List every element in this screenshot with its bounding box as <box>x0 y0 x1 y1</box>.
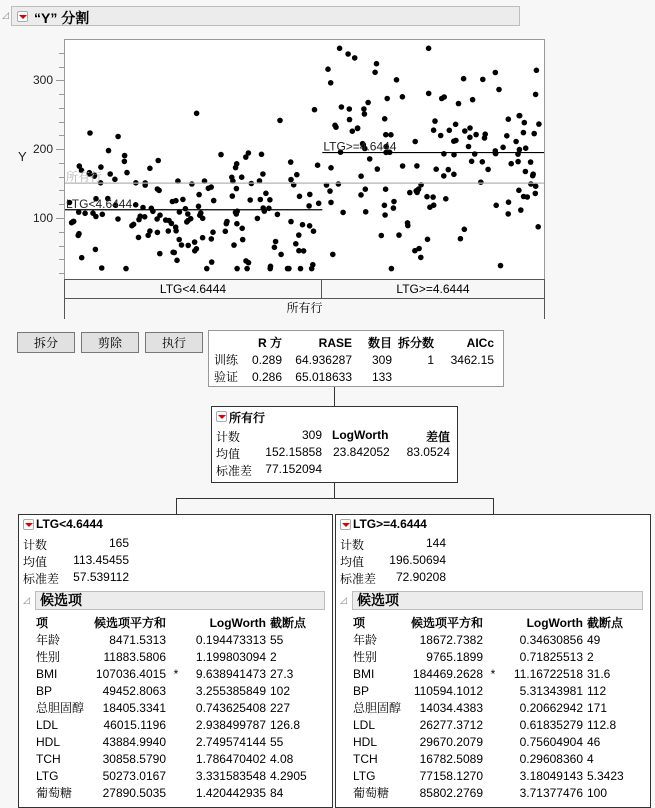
count-label: 计数 <box>216 430 241 444</box>
candidate-term: 总胆固醇 <box>36 701 85 715</box>
col-logworth: LogWorth <box>209 615 266 630</box>
table-row <box>214 368 494 385</box>
candidate-term: BP <box>353 683 370 698</box>
split-button[interactable]: 拆分 <box>17 332 75 353</box>
col-header-aicc: AICc <box>466 335 494 350</box>
x-axis-split-right[interactable] <box>321 279 545 299</box>
table-row <box>353 631 637 648</box>
mean-label: 均值 <box>216 447 241 461</box>
logworth-value: 23.842052 <box>333 445 390 459</box>
candidate-cutpoint: 84 <box>270 785 284 800</box>
node-title: 所有行 <box>229 411 266 425</box>
candidate-ss: 77158.1270 <box>419 768 483 783</box>
tree-node-ltg-lt <box>18 514 333 808</box>
col-star <box>483 614 503 631</box>
prune-button[interactable]: 剪除 <box>81 332 139 353</box>
count-label: 计数 <box>23 538 48 552</box>
go-button[interactable]: 执行 <box>145 332 203 353</box>
mean-value: 152.15858 <box>265 445 322 459</box>
candidate-term: BMI <box>36 666 58 681</box>
node-title <box>353 517 427 531</box>
sd-label: 标准差 <box>340 572 377 586</box>
table-row <box>353 767 637 784</box>
tree-connector <box>493 498 494 514</box>
candidate-ss: 29670.2079 <box>419 734 483 749</box>
table-row <box>353 784 637 801</box>
candidate-cutpoint: 4 <box>587 751 594 766</box>
col-star <box>166 614 186 631</box>
candidate-cutpoint: 31.6 <box>587 666 611 681</box>
candidate-logworth: 0.75604904 <box>519 734 583 749</box>
count-label: 计数 <box>340 538 365 552</box>
candidate-logworth: 11.16722518 <box>513 666 583 681</box>
count-value: 309 <box>301 428 322 442</box>
diff-label: 差值 <box>425 430 450 444</box>
sd-value: 57.539112 <box>73 570 129 584</box>
split-label-left: LTG<4.6444 <box>159 282 227 296</box>
collapse-report-icon[interactable]: ◿ <box>2 10 9 20</box>
sd-label: 标准差 <box>216 464 253 478</box>
candidate-ss: 46015.1196 <box>103 717 166 732</box>
candidate-cutpoint: 100 <box>587 785 608 800</box>
candidates-title: 候选项 <box>40 592 82 608</box>
partition-plot[interactable] <box>64 39 545 280</box>
overall-mean-label: 所有行 <box>66 170 103 185</box>
node-title-cond: >=4.6444 <box>376 517 427 531</box>
candidate-ss: 26277.3712 <box>419 717 483 732</box>
candidate-star <box>166 767 186 784</box>
candidate-cutpoint: 102 <box>270 683 291 698</box>
candidate-logworth: 0.194473313 <box>195 632 266 647</box>
x-axis-all-rows[interactable] <box>64 298 545 319</box>
tree-connector <box>176 498 177 514</box>
candidate-term: TCH <box>353 751 378 766</box>
red-triangle-menu-icon[interactable] <box>340 519 351 530</box>
rase-value: 65.018633 <box>295 369 352 384</box>
candidate-term: BP <box>36 683 53 698</box>
table-row <box>36 631 320 648</box>
tree-node-all-rows <box>211 406 458 483</box>
candidate-logworth: 0.61835279 <box>519 717 583 732</box>
right-mean-label: LTG>=4.6444 <box>323 139 397 154</box>
collapse-candidates-icon[interactable]: ◿ <box>23 595 30 605</box>
candidate-logworth: 0.29608360 <box>519 751 583 766</box>
candidate-cutpoint: 55 <box>270 632 284 647</box>
candidates-table <box>353 614 637 801</box>
candidate-cutpoint: 55 <box>270 734 284 749</box>
candidate-cutpoint: 5.3423 <box>587 768 624 783</box>
candidate-cutpoint: 4.08 <box>270 751 294 766</box>
col-header-rsq: R 方 <box>257 336 282 350</box>
candidate-star <box>166 682 186 699</box>
candidate-star <box>166 733 186 750</box>
split-label-right: LTG>=4.6444 <box>396 282 470 296</box>
y-tick <box>56 218 64 219</box>
col-header <box>214 334 242 351</box>
table-row <box>36 682 320 699</box>
candidate-term: HDL <box>36 734 61 749</box>
candidate-cutpoint: 126.8 <box>270 717 301 732</box>
candidate-cutpoint: 227 <box>270 700 291 715</box>
logworth-label: LogWorth <box>332 428 389 442</box>
col-cut: 截断点 <box>587 616 624 630</box>
y-axis-label: Y <box>18 149 27 164</box>
candidate-star: * <box>490 666 496 681</box>
candidate-ss: 30858.5790 <box>102 751 166 766</box>
candidate-logworth: 3.71377476 <box>519 785 583 800</box>
candidate-logworth: 0.743625408 <box>195 700 266 715</box>
candidate-logworth: 9.638941473 <box>195 666 266 681</box>
candidate-logworth: 2.938499787 <box>195 717 266 732</box>
candidate-star: * <box>173 666 179 681</box>
red-triangle-menu-icon[interactable] <box>17 11 28 22</box>
report-header <box>11 6 520 26</box>
col-ss: 候选项平方和 <box>93 616 166 630</box>
candidate-ss: 27890.5035 <box>102 785 166 800</box>
candidate-cutpoint: 2 <box>270 649 277 664</box>
candidate-ss: 184469.2628 <box>412 666 483 681</box>
candidate-star <box>483 631 503 648</box>
candidates-table <box>36 614 320 801</box>
node-title-var: LTG <box>36 517 60 531</box>
y-tick-label: 300 <box>32 73 53 87</box>
col-header-n: 数目 <box>367 336 392 350</box>
splits-value: 1 <box>427 352 434 367</box>
diff-value: 83.0524 <box>406 445 450 459</box>
table-row <box>36 716 320 733</box>
col-header-splits: 拆分数 <box>397 336 434 350</box>
candidate-term: 总胆固醇 <box>353 701 402 715</box>
candidate-logworth: 2.749574144 <box>195 734 266 749</box>
sd-label: 标准差 <box>23 572 60 586</box>
candidate-logworth: 5.31343981 <box>519 683 583 698</box>
table-row <box>36 784 320 801</box>
table-row <box>353 699 637 716</box>
aicc-value <box>434 368 494 385</box>
candidates-header <box>35 591 325 610</box>
rsq-value: 0.289 <box>251 352 282 367</box>
candidate-term: BMI <box>353 666 375 681</box>
candidate-star <box>166 631 186 648</box>
all-rows-label: 所有行 <box>286 301 323 315</box>
y-tick-label: 200 <box>32 142 53 156</box>
candidate-star <box>483 784 503 801</box>
candidate-star <box>166 699 186 716</box>
red-triangle-menu-icon[interactable] <box>216 411 227 422</box>
rase-value: 64.936287 <box>295 352 352 367</box>
collapse-candidates-icon[interactable]: ◿ <box>340 595 347 605</box>
mean-label: 均值 <box>23 555 48 569</box>
table-row <box>353 648 637 665</box>
y-tick <box>56 80 64 81</box>
tree-connector <box>176 498 494 499</box>
candidate-cutpoint: 112.8 <box>587 717 617 732</box>
table-row <box>214 351 494 368</box>
candidate-term: 年龄 <box>353 633 378 647</box>
candidate-ss: 8471.5313 <box>109 632 166 647</box>
tree-connector <box>334 482 335 498</box>
col-cut: 截断点 <box>270 616 307 630</box>
candidate-term: LDL <box>353 717 376 732</box>
candidate-ss: 16782.5089 <box>419 751 483 766</box>
candidate-logworth: 1.420442935 <box>195 785 266 800</box>
candidate-star <box>166 750 186 767</box>
table-row <box>36 699 320 716</box>
candidate-cutpoint: 46 <box>587 734 601 749</box>
table-row <box>36 733 320 750</box>
candidate-term: 性别 <box>353 650 378 664</box>
candidate-logworth: 0.71825513 <box>519 649 583 664</box>
y-tick-label: 100 <box>32 211 53 225</box>
candidate-term: LDL <box>36 717 59 732</box>
y-axis[interactable] <box>0 39 64 280</box>
candidate-term: HDL <box>353 734 378 749</box>
candidate-ss: 14034.4383 <box>419 700 483 715</box>
row-label: 训练 <box>214 353 239 367</box>
candidate-ss: 18672.7382 <box>419 632 483 647</box>
table-row <box>36 648 320 665</box>
candidate-cutpoint: 49 <box>587 632 601 647</box>
candidate-ss: 43884.9940 <box>102 734 166 749</box>
candidate-ss: 110594.1012 <box>413 683 483 698</box>
table-row <box>353 682 637 699</box>
count-value: 165 <box>108 536 129 550</box>
candidate-cutpoint: 4.2905 <box>270 768 307 783</box>
candidate-star <box>483 716 503 733</box>
candidate-cutpoint: 171 <box>587 700 608 715</box>
candidate-logworth: 3.255385849 <box>195 683 266 698</box>
candidate-term: LTG <box>36 768 59 783</box>
tree-node-ltg-ge <box>335 514 651 808</box>
node-title-var: LTG <box>353 517 377 531</box>
candidate-star <box>483 699 503 716</box>
table-row <box>36 767 320 784</box>
candidate-logworth: 1.199803094 <box>195 649 266 664</box>
candidate-ss: 49452.8063 <box>102 683 166 698</box>
candidates-title: 候选项 <box>357 592 399 608</box>
candidate-logworth: 3.331583548 <box>195 768 266 783</box>
table-row <box>353 733 637 750</box>
col-ss: 候选项平方和 <box>410 616 483 630</box>
candidate-star <box>483 682 503 699</box>
y-tick <box>56 149 64 150</box>
col-header-rase: RASE <box>318 335 352 350</box>
mean-value: 196.50694 <box>389 553 446 567</box>
candidate-logworth: 0.20662942 <box>519 700 583 715</box>
candidate-ss: 11883.5806 <box>103 649 166 664</box>
report-title: “Y” 分割 <box>34 10 90 26</box>
candidate-cutpoint: 2 <box>587 649 594 664</box>
table-row <box>36 665 320 682</box>
candidate-term: 葡萄糖 <box>36 786 73 800</box>
candidate-star <box>483 648 503 665</box>
mean-value: 113.45455 <box>73 553 129 567</box>
x-axis-split-left[interactable] <box>64 279 322 299</box>
scatter-points <box>65 40 545 280</box>
table-row <box>353 750 637 767</box>
candidate-star <box>166 784 186 801</box>
candidate-term: 年龄 <box>36 633 61 647</box>
candidate-logworth: 3.18049143 <box>519 768 583 783</box>
candidate-term: TCH <box>36 751 61 766</box>
red-triangle-menu-icon[interactable] <box>23 519 34 530</box>
col-term: 项 <box>36 616 49 630</box>
node-title-cond: <4.6444 <box>59 517 103 531</box>
sd-value: 72.90208 <box>395 570 446 584</box>
n-value: 309 <box>371 352 392 367</box>
sd-value: 77.152094 <box>265 462 322 476</box>
candidate-ss: 50273.0167 <box>102 768 166 783</box>
candidate-cutpoint: 112 <box>587 683 607 698</box>
candidate-star <box>483 767 503 784</box>
candidate-ss: 18405.3341 <box>102 700 166 715</box>
mean-label: 均值 <box>340 555 365 569</box>
col-term: 项 <box>353 616 366 630</box>
candidate-ss: 85802.2769 <box>419 785 483 800</box>
col-logworth: LogWorth <box>526 615 583 630</box>
candidate-ss: 9765.1899 <box>426 649 483 664</box>
left-mean-label: LTG<4.6444 <box>66 196 133 211</box>
table-row <box>36 750 320 767</box>
candidate-term: LTG <box>353 768 376 783</box>
table-row <box>353 665 637 682</box>
candidate-logworth: 1.786470402 <box>195 751 266 766</box>
table-row <box>353 716 637 733</box>
splits-value <box>392 368 434 385</box>
candidate-star <box>166 648 186 665</box>
candidate-term: 葡萄糖 <box>353 786 390 800</box>
aicc-value: 3462.15 <box>450 352 494 367</box>
candidate-ss: 107036.4015 <box>95 666 166 681</box>
candidate-star <box>483 733 503 750</box>
candidate-cutpoint: 27.3 <box>270 666 294 681</box>
candidate-star <box>483 750 503 767</box>
rsq-value: 0.286 <box>251 369 282 384</box>
node-title <box>36 517 103 531</box>
n-value: 133 <box>371 369 392 384</box>
row-label: 验证 <box>214 370 239 384</box>
candidates-header <box>352 591 643 610</box>
count-value: 144 <box>425 536 446 550</box>
candidate-star <box>166 716 186 733</box>
candidate-logworth: 0.34630856 <box>519 632 583 647</box>
tree-connector <box>334 387 335 406</box>
fit-statistics-table <box>208 330 504 387</box>
candidate-term: 性别 <box>36 650 61 664</box>
